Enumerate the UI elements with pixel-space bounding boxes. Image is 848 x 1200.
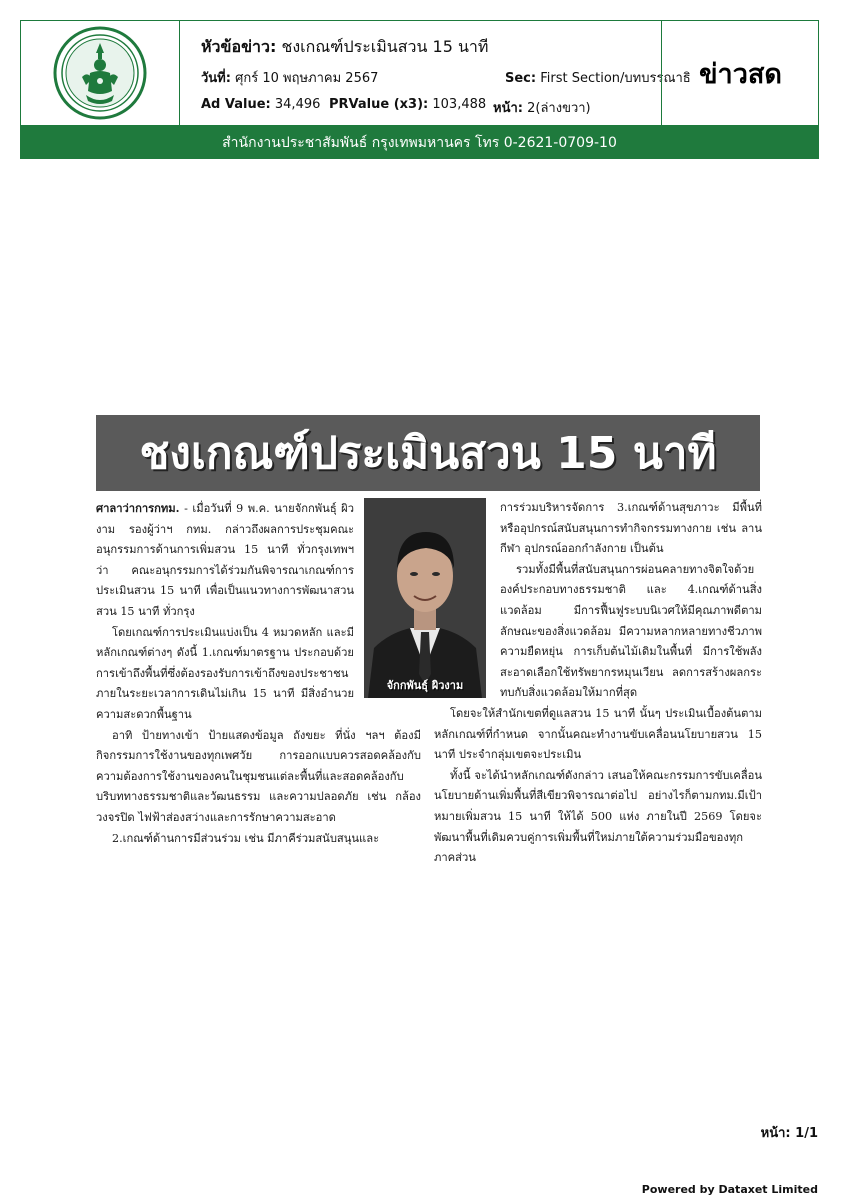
headline-value: ชงเกณฑ์ประเมินสวน 15 นาที (281, 37, 489, 56)
pr-value-row (329, 97, 486, 112)
ad-value-row (201, 97, 320, 112)
powered-by: Powered by Dataxet Limited (641, 1183, 818, 1196)
article-paragraph: ทั้งนี้ จะได้นำหลักเกณฑ์ดังกล่าว เสนอให้คณะกรรมการขับเคลื่อนนโยบายด้านเพิ่มพื้นที่สีเขียวพิจารณาต่อไป อย่างไรก็ตามกทม.มีเป้าหมายเพิ่มสวน 15 นาที ให้ได้ 500 แห่ง ภายในปี 2569 โดยจะพัฒนาพื้นที่เดิมควบคู่การเพิ่มพื้นที่ใหม่ภายใต้ความร่วมมือของทุกภาคส่วน (434, 768, 762, 865)
article-paragraph: อาทิ ป้ายทางเข้า ป้ายแสดงข้อมูล ถังขยะ ที่นั่ง ฯลฯ ต้องมีกิจกรรมการใช้งานของทุกเพศวัย การออกแบบควรสอดคล้องกับความต้องการใช้งานของคนในชุมชนแต่ละพื้นที่และสอดคล้องกับบริบททางธรรมชาติและวัฒนธรรม และความปลอดภัย เช่น กล้องวงจรปิด ไฟฟ้าส่องสว่างและการรักษาความสะอาด (96, 728, 421, 824)
section-value: First Section/บทบรรณาธิ (540, 71, 691, 86)
article-dateline: ศาลาว่าการกทม. (96, 501, 180, 515)
office-contact-bar (20, 126, 819, 159)
article-paragraph (96, 498, 354, 623)
headline-label: หัวข้อข่าว: (201, 37, 277, 56)
article-title-band (96, 415, 760, 491)
article-paragraph: โดยจะให้สำนักเขตที่ดูแลสวน 15 นาที นั้นๆ ประเมินเบื้องต้นตามหลักเกณฑ์ที่กำหนด จากนั้นคณะทำงานขับเคลื่อนนโยบายสวน 15 นาที ประจำกลุ่มเขตจะประเมิน (434, 706, 762, 762)
clipping-header (20, 20, 819, 126)
office-contact-text: สำนักงานประชาสัมพันธ์ กรุงเทพมหานคร โทร 0-2621-0709-10 (222, 134, 617, 151)
ad-value-label: Ad Value: (201, 97, 271, 112)
article-title: ชงเกณฑ์ประเมินสวน 15 นาที (139, 428, 717, 479)
logo-cell (21, 21, 180, 125)
newspaper-brand-cell (661, 21, 819, 125)
page-position-label: หน้า: (493, 101, 523, 116)
date-value: ศุกร์ 10 พฤษภาคม 2567 (235, 71, 379, 86)
article-paragraph: การร่วมบริหารจัดการ 3.เกณฑ์ด้านสุขภาวะ มีพื้นที่หรืออุปกรณ์สนับสนุนการทำกิจกรรมทางกาย เช่น ลานกีฬา อุปกรณ์ออกกำลังกาย เป็นต้น (500, 501, 762, 556)
article-paragraph: รวมทั้งมีพื้นที่สนับสนุนการผ่อนคลายทางจิตใจด้วยองค์ประกอบทางธรรมชาติ และ 4.เกณฑ์ด้านสิ่งแวดล้อม มีการฟื้นฟูระบบนิเวศให้มีคุณภาพดีตามลักษณะของสิ่งแวดล้อม มีความหลากหลายทางชีวภาพ ความยืดหยุ่น การเก็บต้นไม้เดิมในพื้นที่ มีการใช้พลังสะอาดเลือกใช้ทรัพยากรหมุนเวียน ลดการสร้างผลกระทบกับสิ่งแวดล้อมให้มากที่สุด (500, 562, 762, 700)
article-paragraph: 2.เกณฑ์ด้านการมีส่วนร่วม เช่น มีภาคีร่วมสนับสนุนและ (112, 831, 380, 845)
pr-value-label: PRValue (x3): (329, 97, 429, 112)
date-row (201, 67, 378, 88)
photo-caption: จักกพันธุ์ ผิวงาม (386, 679, 464, 692)
date-label: วันที่: (201, 71, 231, 86)
clipping-info (179, 21, 691, 125)
article-lead-text: - เมื่อวันที่ 9 พ.ค. นายจักกพันธุ์ ผิวงาม รองผู้ว่าฯ กทม. กล่าวถึงผลการประชุมคณะอนุกรรมการด้านการเพิ่มสวน 15 นาที ทั่วกรุงเทพฯ ว่า คณะอนุกรรมการได้ร่วมกันพิจารณาเกณฑ์การประเมินสวน 15 นาที เพื่อเป็นแนวทางการพัฒนาสวน สวน 15 นาที ทั่วกรุง (96, 502, 354, 618)
bangkok-seal-icon (52, 25, 148, 121)
ad-value: 34,496 (274, 97, 321, 112)
article-paragraph: โดยเกณฑ์การประเมินแบ่งเป็น 4 หมวดหลัก และมีหลักเกณฑ์ต่างๆ ดังนี้ 1.เกณฑ์มาตรฐาน ประกอบด้วย การเข้าถึงพื้นที่ซึ่งต้องรองรับการเข้าถึงของประชาชนภายในระยะเวลาการเดินไม่เกิน 15 นาที มีสิ่งอำนวยความสะดวกพื้นฐาน (96, 625, 354, 721)
headline-row (201, 35, 488, 60)
pr-value: 103,488 (432, 97, 487, 112)
page-number: หน้า: 1/1 (760, 1126, 818, 1141)
article-column-left (96, 498, 421, 849)
page-position-row (493, 97, 591, 118)
section-label: Sec: (505, 71, 537, 86)
page-position-value: 2(ล่างขวา) (527, 101, 591, 116)
newspaper-brand: ข่าวสด (699, 58, 782, 90)
article-column-right (434, 498, 762, 869)
